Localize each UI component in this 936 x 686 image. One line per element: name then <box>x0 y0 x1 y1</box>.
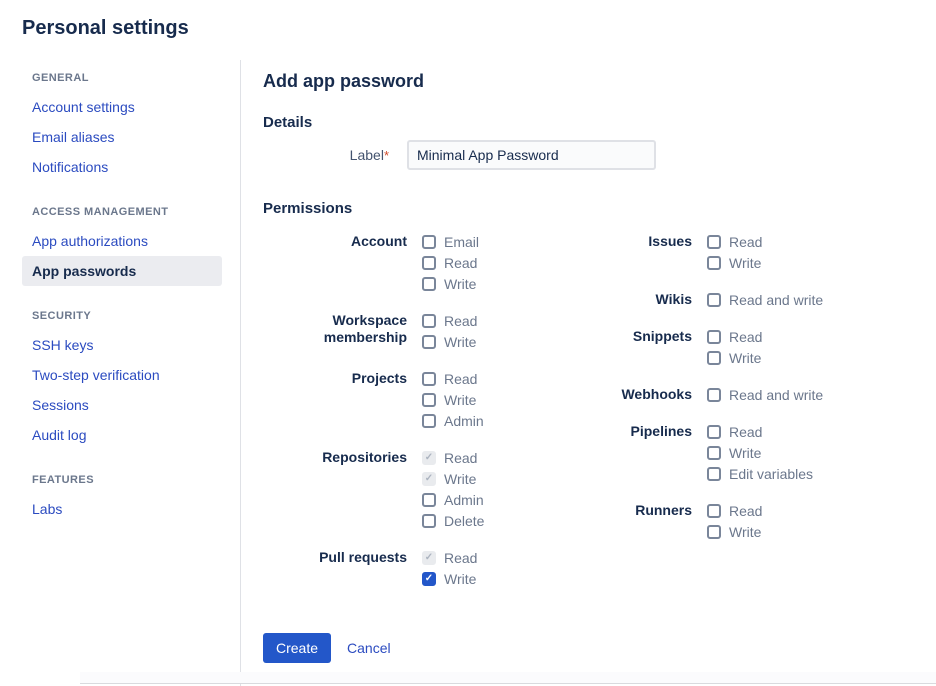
checkbox-label: Read <box>729 423 763 440</box>
required-asterisk: * <box>383 148 389 163</box>
checkbox-label: Read <box>444 254 478 271</box>
checkbox-pipelines-read[interactable] <box>707 421 813 442</box>
checkbox-projects-write[interactable] <box>422 389 484 410</box>
sidebar-item-audit-log[interactable]: Audit log <box>32 427 87 443</box>
permission-group-workspace-membership <box>263 310 561 352</box>
checkbox-projects-admin[interactable] <box>422 410 484 431</box>
sidebar-item-labs[interactable]: Labs <box>32 501 63 517</box>
checkbox-label: Write <box>729 523 762 540</box>
checkbox-pipelines-edit-variables[interactable] <box>707 463 813 484</box>
checkbox-projects-read[interactable] <box>422 368 484 389</box>
checkbox-box[interactable] <box>707 388 721 402</box>
sidebar-heading-security: SECURITY <box>32 310 92 322</box>
next-section-divider <box>80 672 936 684</box>
checkbox-box[interactable] <box>707 504 721 518</box>
checkbox-label: Read <box>444 312 478 329</box>
details-heading: Details <box>263 114 313 131</box>
form-title: Add app password <box>263 71 425 91</box>
permission-group-repositories <box>263 447 561 531</box>
permission-group-wikis <box>561 289 936 310</box>
checkbox-repositories-write <box>422 468 484 489</box>
checkbox-box <box>422 451 436 465</box>
permission-group-label: Issues <box>648 233 692 249</box>
sidebar-item-two-step-verification[interactable]: Two-step verification <box>32 367 160 383</box>
checkbox-label: Write <box>729 444 762 461</box>
checkbox-snippets-write[interactable] <box>707 347 762 368</box>
checkbox-box[interactable] <box>422 335 436 349</box>
checkbox-label: Write <box>444 470 477 487</box>
checkbox-snippets-read[interactable] <box>707 326 762 347</box>
checkbox-label: Read <box>729 328 763 345</box>
permission-group-label: Account <box>351 233 407 249</box>
sidebar-section-security <box>22 310 240 450</box>
sidebar-heading-general: GENERAL <box>32 72 89 84</box>
permission-group-issues <box>561 231 936 273</box>
checkbox-box[interactable] <box>422 256 436 270</box>
permission-group-label: Snippets <box>632 328 692 344</box>
checkbox-pull-requests-write[interactable] <box>422 568 477 589</box>
permissions-column-left <box>263 231 561 605</box>
checkbox-label: Write <box>729 349 762 366</box>
checkbox-label: Write <box>729 254 762 271</box>
checkbox-label: Admin <box>444 491 484 508</box>
checkbox-label: Edit variables <box>729 465 814 482</box>
checkbox-label: Read <box>729 502 763 519</box>
checkbox-box[interactable] <box>422 514 436 528</box>
checkbox-box[interactable] <box>707 525 721 539</box>
checkbox-label: Admin <box>444 412 484 429</box>
checkbox-label: Delete <box>444 512 485 529</box>
sidebar-section-access-management <box>22 206 240 286</box>
permission-group-pull-requests <box>263 547 561 589</box>
checkbox-repositories-delete[interactable] <box>422 510 484 531</box>
page-title: Personal settings <box>22 17 189 39</box>
checkbox-label: Read <box>444 549 478 566</box>
form-actions <box>263 633 936 663</box>
checkbox-box[interactable] <box>707 235 721 249</box>
sidebar-item-account-settings[interactable]: Account settings <box>32 99 135 115</box>
sidebar-section-features <box>22 474 240 524</box>
permission-group-label: Wikis <box>655 291 692 307</box>
sidebar-item-email-aliases[interactable]: Email aliases <box>32 129 115 145</box>
checkbox-runners-read[interactable] <box>707 500 762 521</box>
permissions-grid <box>263 231 936 605</box>
checkbox-box[interactable] <box>707 446 721 460</box>
checkbox-box[interactable] <box>707 467 721 481</box>
checkbox-box[interactable] <box>707 330 721 344</box>
checkbox-label: Read <box>729 233 763 250</box>
checkbox-box[interactable] <box>707 425 721 439</box>
main-content <box>240 60 936 686</box>
checkbox-label: Read <box>444 449 478 466</box>
checkbox-box[interactable] <box>707 256 721 270</box>
checkbox-box[interactable] <box>422 414 436 428</box>
checkbox-box[interactable] <box>707 293 721 307</box>
settings-layout <box>0 60 936 686</box>
checkbox-wikis-read-and-write[interactable] <box>707 289 823 310</box>
sidebar-heading-features: FEATURES <box>32 474 94 486</box>
permission-group-label: Repositories <box>322 449 407 465</box>
checkbox-box[interactable] <box>422 235 436 249</box>
permission-group-label: Pull requests <box>319 549 407 565</box>
permission-group-pipelines <box>561 421 936 484</box>
checkbox-label: Email <box>444 233 480 250</box>
checkbox-label: Write <box>444 275 477 292</box>
sidebar-section-general <box>22 72 240 182</box>
sidebar-item-app-passwords[interactable]: App passwords <box>22 256 222 286</box>
checkbox-account-write[interactable] <box>422 273 479 294</box>
create-button[interactable]: Create <box>263 633 331 663</box>
checkbox-workspace-write[interactable] <box>422 331 477 352</box>
checkbox-pull-requests-read <box>422 547 477 568</box>
permission-group-snippets <box>561 326 936 368</box>
permission-group-label: Projects <box>351 370 407 386</box>
sidebar-item-notifications[interactable]: Notifications <box>32 159 109 175</box>
checkbox-repositories-admin[interactable] <box>422 489 484 510</box>
checkbox-label: Read and write <box>729 386 824 403</box>
checkbox-label: Write <box>444 570 477 587</box>
checkbox-label: Read and write <box>729 291 824 308</box>
permission-group-label: Runners <box>635 502 692 518</box>
label-field-row <box>263 140 936 170</box>
checkbox-box <box>422 551 436 565</box>
checkbox-box[interactable] <box>422 493 436 507</box>
checkbox-label: Write <box>444 391 477 408</box>
checkbox-label: Read <box>444 370 478 387</box>
permission-group-label: Webhooks <box>621 386 692 402</box>
checkbox-account-email[interactable] <box>422 231 479 252</box>
permission-group-account <box>263 231 561 294</box>
permission-group-runners <box>561 500 936 542</box>
checkbox-repositories-read <box>422 447 484 468</box>
checkbox-box <box>422 472 436 486</box>
sidebar-item-sessions[interactable]: Sessions <box>32 397 89 413</box>
checkbox-workspace-read[interactable] <box>422 310 477 331</box>
checkbox-box[interactable] <box>422 372 436 386</box>
permission-group-label: Workspace membership <box>323 312 407 345</box>
checkbox-box[interactable] <box>422 393 436 407</box>
checkbox-issues-write[interactable] <box>707 252 762 273</box>
settings-sidebar <box>0 60 240 686</box>
checkbox-label: Write <box>444 333 477 350</box>
checkbox-box[interactable] <box>422 277 436 291</box>
sidebar-item-ssh-keys[interactable]: SSH keys <box>32 337 94 353</box>
label-field-label: Label* <box>349 147 389 163</box>
permission-group-label: Pipelines <box>630 423 692 439</box>
sidebar-heading-access-management: ACCESS MANAGEMENT <box>32 206 169 218</box>
checkbox-runners-write[interactable] <box>707 521 762 542</box>
label-input[interactable] <box>407 140 656 170</box>
sidebar-item-app-authorizations[interactable]: App authorizations <box>32 233 148 249</box>
checkbox-webhooks-read-and-write[interactable] <box>707 384 823 405</box>
permission-group-projects <box>263 368 561 431</box>
permissions-column-right <box>561 231 936 605</box>
cancel-link[interactable]: Cancel <box>347 640 391 656</box>
checkbox-box[interactable] <box>422 572 436 586</box>
checkbox-issues-read[interactable] <box>707 231 762 252</box>
checkbox-pipelines-write[interactable] <box>707 442 813 463</box>
permissions-heading: Permissions <box>263 200 353 217</box>
checkbox-account-read[interactable] <box>422 252 479 273</box>
permission-group-webhooks <box>561 384 936 405</box>
checkbox-box[interactable] <box>422 314 436 328</box>
checkbox-box[interactable] <box>707 351 721 365</box>
